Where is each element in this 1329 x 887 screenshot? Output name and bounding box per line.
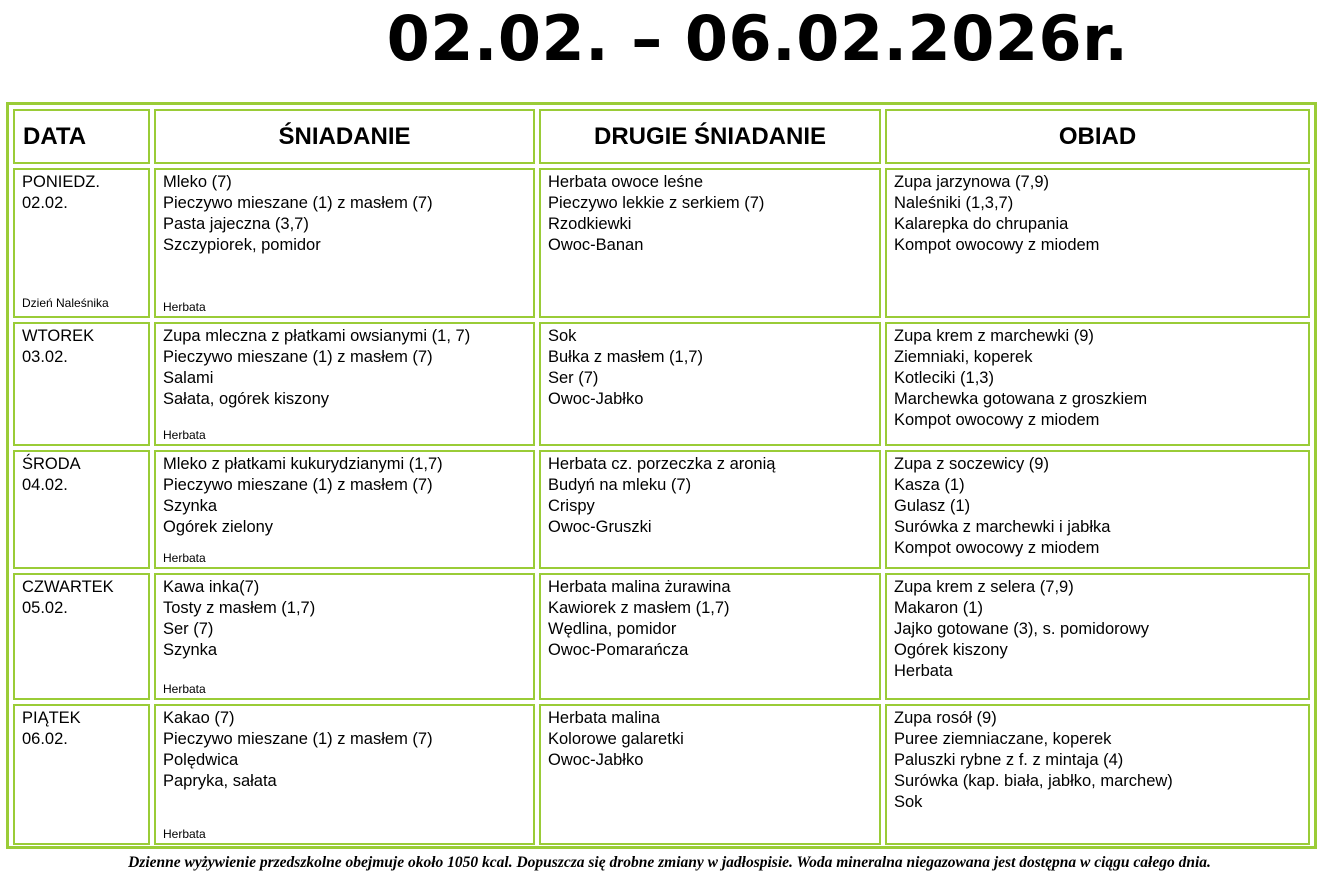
breakfast-cell: [154, 704, 535, 845]
menu-item: Kasza (1): [894, 476, 965, 494]
menu-item: Mleko z płatkami kukurydzianymi (1,7): [163, 455, 443, 473]
menu-item: Bułka z masłem (1,7): [548, 348, 703, 366]
menu-item: Herbata cz. porzeczka z aronią: [548, 455, 776, 473]
menu-item: Papryka, sałata: [163, 772, 277, 790]
menu-item: Paluszki rybne z f. z mintaja (4): [894, 751, 1124, 769]
menu-item: Pieczywo mieszane (1) z masłem (7): [163, 194, 433, 212]
menu-item: Kompot owocowy z miodem: [894, 539, 1100, 557]
menu-item: Zupa z soczewicy (9): [894, 455, 1049, 473]
menu-item: Kompot owocowy z miodem: [894, 236, 1100, 254]
breakfast-drink: Herbata: [163, 551, 206, 565]
date-cell: [13, 704, 150, 845]
menu-item: Szczypiorek, pomidor: [163, 236, 321, 254]
day-date: 06.02.: [22, 730, 68, 748]
menu-item: Salami: [163, 369, 214, 387]
menu-item: Owoc-Gruszki: [548, 518, 652, 536]
breakfast-drink: Herbata: [163, 682, 206, 696]
menu-item: Szynka: [163, 641, 218, 659]
lunch-cell: [885, 322, 1310, 446]
menu-item: Kawa inka(7): [163, 578, 260, 596]
menu-item: Surówka z marchewki i jabłka: [894, 518, 1111, 536]
menu-item: Sałata, ogórek kiszony: [163, 390, 330, 408]
second-breakfast-cell: [539, 704, 881, 845]
menu-item: Herbata owoce leśne: [548, 173, 704, 191]
menu-item: Ziemniaki, koperek: [894, 348, 1033, 366]
day-name: ŚRODA: [22, 455, 81, 473]
menu-item: Owoc-Jabłko: [548, 390, 644, 408]
menu-item: Kolorowe galaretki: [548, 730, 684, 748]
breakfast-cell: [154, 573, 535, 700]
menu-item: Kompot owocowy z miodem: [894, 411, 1100, 429]
day-note: Dzień Naleśnika: [22, 296, 109, 310]
page-title: 02.02. – 06.02.2026r.: [386, 2, 1129, 75]
header-lunch: OBIAD: [885, 109, 1310, 164]
day-date: 03.02.: [22, 348, 68, 366]
breakfast-drink: Herbata: [163, 428, 206, 442]
menu-item: Kalarepka do chrupania: [894, 215, 1069, 233]
day-name: WTOREK: [22, 327, 95, 345]
menu-item: Kawiorek z masłem (1,7): [548, 599, 730, 617]
breakfast-cell: [154, 322, 535, 446]
menu-item: Zupa jarzynowa (7,9): [894, 173, 1049, 191]
menu-item: Owoc-Banan: [548, 236, 644, 254]
day-date: 02.02.: [22, 194, 68, 212]
menu-item: Ogórek zielony: [163, 518, 274, 536]
lunch-cell: [885, 450, 1310, 569]
menu-item: Zupa krem z marchewki (9): [894, 327, 1094, 345]
day-name: PONIEDZ.: [22, 173, 100, 191]
footnote: Dzienne wyżywienie przedszkolne obejmuje około 1050 kcal. Dopuszcza się drobne zmiany w jadłospisie. Woda mineralna niegazowana jest dostępna w ciągu całego dnia.: [128, 854, 1211, 871]
menu-item: Kotleciki (1,3): [894, 369, 994, 387]
menu-item: Budyń na mleku (7): [548, 476, 692, 494]
menu-item: Ser (7): [163, 620, 214, 638]
second-breakfast-cell: [539, 322, 881, 446]
breakfast-drink: Herbata: [163, 827, 206, 841]
menu-item: Puree ziemniaczane, koperek: [894, 730, 1112, 748]
second-breakfast-cell: [539, 450, 881, 569]
menu-item: Ser (7): [548, 369, 599, 387]
date-cell: [13, 168, 150, 318]
lunch-cell: [885, 573, 1310, 700]
menu-item: Szynka: [163, 497, 218, 515]
date-cell: [13, 450, 150, 569]
header-second-breakfast: DRUGIE ŚNIADANIE: [539, 109, 881, 164]
header-breakfast: ŚNIADANIE: [154, 109, 535, 164]
day-date: 04.02.: [22, 476, 68, 494]
menu-item: Makaron (1): [894, 599, 983, 617]
lunch-cell: [885, 168, 1310, 318]
menu-item: Surówka (kap. biała, jabłko, marchew): [894, 772, 1173, 790]
menu-item: Owoc-Pomarańcza: [548, 641, 689, 659]
menu-item: Pieczywo mieszane (1) z masłem (7): [163, 476, 433, 494]
breakfast-cell: [154, 450, 535, 569]
menu-item: Marchewka gotowana z groszkiem: [894, 390, 1148, 408]
menu-item: Pieczywo mieszane (1) z masłem (7): [163, 348, 433, 366]
second-breakfast-cell: [539, 168, 881, 318]
menu-item: Sok: [548, 327, 577, 345]
lunch-cell: [885, 704, 1310, 845]
menu-item: Tosty z masłem (1,7): [163, 599, 316, 617]
menu-item: Jajko gotowane (3), s. pomidorowy: [894, 620, 1149, 638]
date-cell: [13, 322, 150, 446]
menu-item: Sok: [894, 793, 923, 811]
menu-item: Mleko (7): [163, 173, 232, 191]
menu-item: Herbata malina: [548, 709, 660, 727]
second-breakfast-cell: [539, 573, 881, 700]
day-name: PIĄTEK: [22, 709, 81, 727]
menu-item: Zupa mleczna z płatkami owsianymi (1, 7): [163, 327, 471, 345]
menu-item: Pieczywo lekkie z serkiem (7): [548, 194, 765, 212]
menu-item: Owoc-Jabłko: [548, 751, 644, 769]
menu-item: Ogórek kiszony: [894, 641, 1008, 659]
menu-item: Polędwica: [163, 751, 239, 769]
menu-item: Pasta jajeczna (3,7): [163, 215, 309, 233]
menu-item: Herbata: [894, 662, 953, 680]
menu-item: Wędlina, pomidor: [548, 620, 677, 638]
day-name: CZWARTEK: [22, 578, 114, 596]
menu-item: Naleśniki (1,3,7): [894, 194, 1014, 212]
day-date: 05.02.: [22, 599, 68, 617]
menu-item: Rzodkiewki: [548, 215, 632, 233]
breakfast-cell: [154, 168, 535, 318]
menu-item: Kakao (7): [163, 709, 235, 727]
menu-item: Pieczywo mieszane (1) z masłem (7): [163, 730, 433, 748]
menu-item: Crispy: [548, 497, 595, 515]
menu-item: Zupa krem z selera (7,9): [894, 578, 1074, 596]
breakfast-drink: Herbata: [163, 300, 206, 314]
menu-item: Herbata malina żurawina: [548, 578, 731, 596]
menu-item: Zupa rosół (9): [894, 709, 997, 727]
menu-table: [6, 102, 1317, 849]
date-cell: [13, 573, 150, 700]
header-date: DATA: [13, 109, 150, 164]
menu-item: Gulasz (1): [894, 497, 971, 515]
